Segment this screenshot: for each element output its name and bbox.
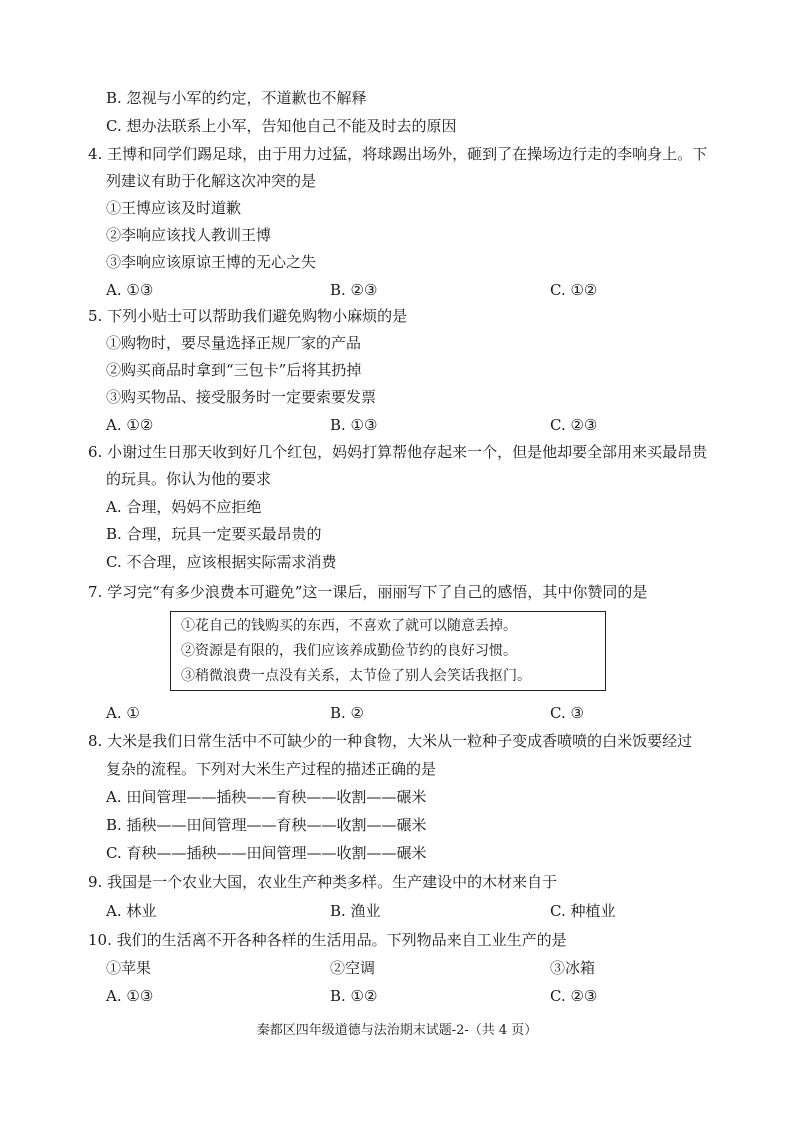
q6-option-b: B. 合理，玩具一定要买最昂贵的: [106, 525, 322, 543]
q5-stem: 5. 下列小贴士可以帮助我们避免购物小麻烦的是: [88, 307, 408, 325]
q4-statement-2: ②李响应该找人教训王博: [106, 226, 272, 244]
q10-option-b: B. ①②: [330, 987, 378, 1005]
q10-statement-2: ②空调: [330, 959, 376, 977]
q4-statement-3: ③李响应该原谅王博的无心之失: [106, 253, 317, 271]
q5-option-b: B. ①③: [330, 416, 378, 434]
q5-option-a: A. ①②: [106, 416, 154, 434]
q6-option-c: C. 不合理，应该根据实际需求消费: [106, 553, 337, 571]
q8-option-b: B. 插秧——田间管理——育秧——收割——碾米: [106, 816, 427, 834]
q4-option-b: B. ②③: [330, 281, 378, 299]
q10-stem: 10. 我们的生活离不开各种各样的生活用品。下列物品来自工业生产的是: [88, 931, 567, 949]
q5-statement-2: ②购买商品时拿到“三包卡”后将其扔掉: [106, 361, 362, 379]
q8-stem-line1: 8. 大米是我们日常生活中不可缺少的一种食物，大米从一粒种子变成香喷喷的白米饭要经过: [88, 732, 693, 750]
q4-option-a: A. ①③: [106, 281, 154, 299]
q6-stem-line1: 6. 小谢过生日那天收到好几个红包，妈妈打算帮他存起来一个，但是他却要全部用来买最昂贵: [88, 443, 708, 461]
q3-option-c: C. 想办法联系上小军，告知他自己不能及时去的原因: [106, 117, 457, 135]
q10-statement-3: ③冰箱: [550, 959, 596, 977]
q8-option-a: A. 田间管理——插秧——育秧——收割——碾米: [106, 788, 427, 806]
q10-option-a: A. ①③: [106, 987, 154, 1005]
q7-option-a: A. ①: [106, 704, 140, 722]
q4-statement-1: ①王博应该及时道歉: [106, 199, 242, 217]
q4-stem-line2: 列建议有助于化解这次冲突的是: [106, 172, 317, 190]
q6-stem-line2: 的玩具。你认为他的要求: [106, 470, 272, 488]
q9-option-b: B. 渔业: [330, 902, 381, 920]
q7-option-b: B. ②: [330, 704, 365, 722]
q7-statement-box: [170, 611, 606, 691]
q5-statement-1: ①购物时，要尽量选择正规厂家的产品: [106, 334, 362, 352]
q7-option-c: C. ③: [550, 704, 584, 722]
q8-stem-line2: 复杂的流程。下列对大米生产过程的描述正确的是: [106, 760, 437, 778]
q3-option-b: B. 忽视与小军的约定，不道歉也不解释: [106, 89, 367, 107]
q7-stem: 7. 学习完“有多少浪费本可避免”这一课后，丽丽写下了自己的感悟，其中你赞同的是: [88, 583, 648, 601]
q8-option-c: C. 育秧——插秧——田间管理——收割——碾米: [106, 844, 427, 862]
q9-option-a: A. 林业: [106, 902, 157, 920]
q10-option-c: C. ②③: [550, 987, 598, 1005]
q4-stem-line1: 4. 王博和同学们踢足球，由于用力过猛，将球踢出场外，砸到了在操场边行走的李响身上。下: [88, 145, 708, 163]
q7-box-line-3: ③稍微浪费一点没有关系，太节俭了别人会笑话我抠门。: [181, 668, 531, 684]
q9-option-c: C. 种植业: [550, 902, 616, 920]
q10-statement-1: ①苹果: [106, 959, 152, 977]
q4-option-c: C. ①②: [550, 281, 598, 299]
q5-statement-3: ③购买物品、接受服务时一定要索要发票: [106, 388, 377, 406]
q6-option-a: A. 合理，妈妈不应拒绝: [106, 498, 262, 516]
q7-box-line-2: ②资源是有限的，我们应该养成勤俭节约的良好习惯。: [181, 643, 517, 659]
q5-option-c: C. ②③: [550, 416, 598, 434]
page-footer: 秦都区四年级道德与法治期末试题-2-（共 4 页）: [256, 1023, 538, 1038]
q7-box-line-1: ①花自己的钱购买的东西，不喜欢了就可以随意丢掉。: [181, 618, 517, 634]
q9-stem: 9. 我国是一个农业大国，农业生产种类多样。生产建设中的木材来自于: [88, 873, 558, 891]
